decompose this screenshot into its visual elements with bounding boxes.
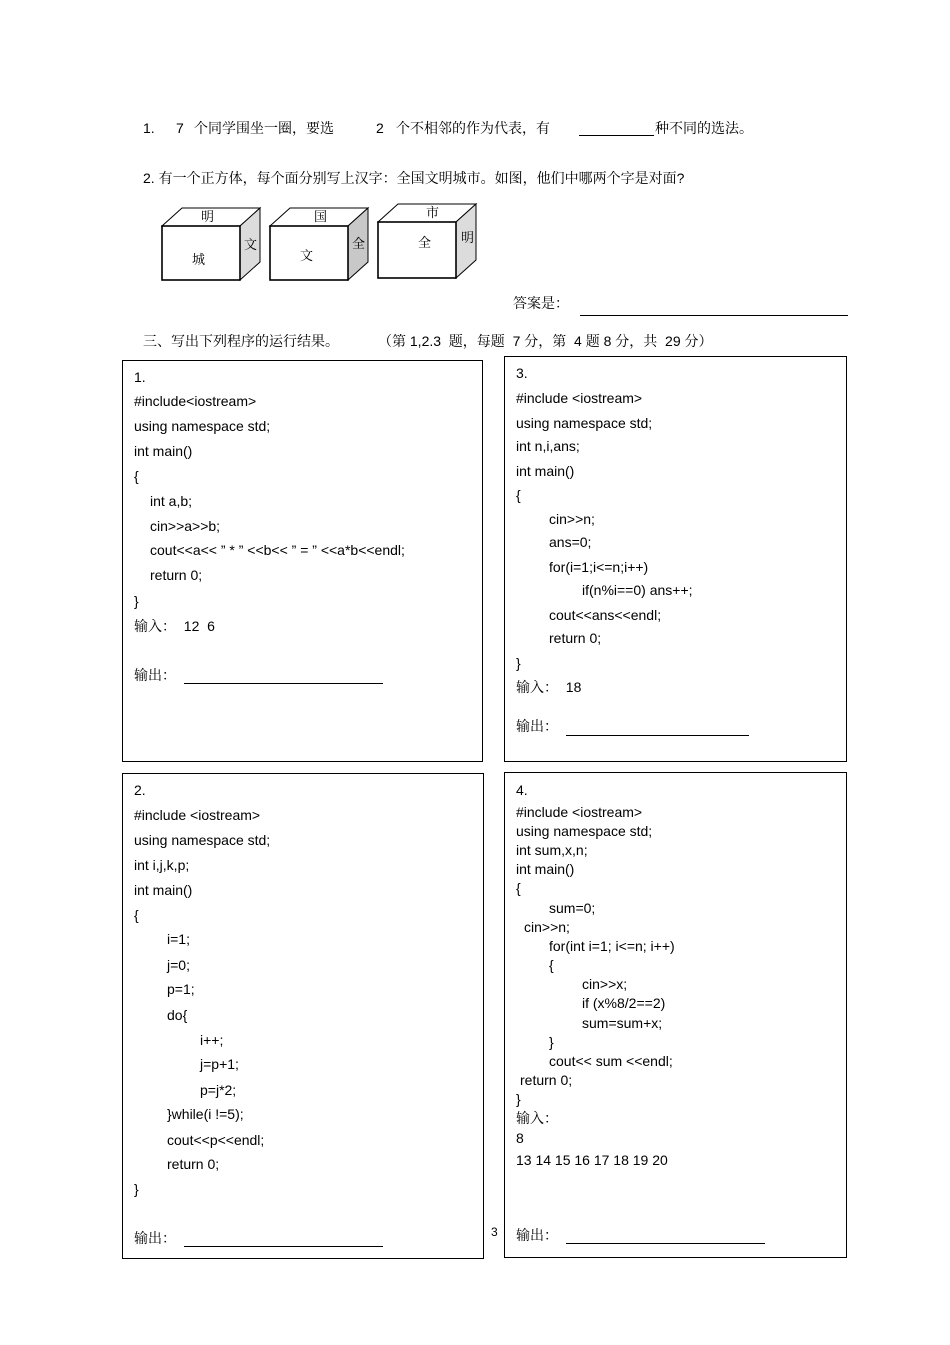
q1-text-d: 个不相邻的作为代表，有 [396, 120, 550, 136]
p3-line: using namespace std; [516, 415, 653, 431]
p4-line: cin>>n; [524, 919, 570, 935]
p4-line: for(int i=1; i<=n; i++) [549, 938, 675, 954]
p4-line: { [549, 957, 554, 973]
p2-line: i=1; [167, 931, 190, 947]
p4-line: sum=sum+x; [582, 1015, 663, 1031]
p4-line: #include <iostream> [516, 804, 643, 820]
cube-3-top-char: 市 [426, 205, 440, 220]
p3-output-label: 输出： [516, 718, 558, 734]
p1-line: 1. [134, 369, 146, 385]
p1-line: using namespace std; [134, 418, 271, 434]
p3-line: } [516, 655, 521, 671]
page-number: 3 [491, 1225, 498, 1239]
p2-line: do{ [167, 1007, 188, 1023]
p4-line: int sum,x,n; [516, 842, 588, 858]
cube-2-side-char: 全 [352, 236, 366, 251]
q1-text-b: 个同学围坐一圈，要选 [194, 120, 334, 136]
cube-2 [266, 202, 376, 284]
p3-line: #include <iostream> [516, 390, 643, 406]
p2-line: } [134, 1181, 139, 1197]
p2-line: 2. [134, 782, 146, 798]
p4-line: cin>>x; [582, 976, 628, 992]
q2-text: 2. 有一个正方体，每个面分别写上汉字：全国文明城市。如图，他们中哪两个字是对面? [143, 170, 685, 186]
p1-output-label: 输出： [134, 667, 176, 683]
cube-3 [374, 200, 484, 282]
p2-line: { [134, 907, 139, 923]
p2-line: int main() [134, 882, 193, 898]
p2-line: j=p+1; [200, 1056, 239, 1072]
q1-answer-blank[interactable] [579, 135, 654, 136]
p2-line: i++; [200, 1032, 224, 1048]
section3-note: （第 1,2.3 题，每题 7 分，第 4 题 8 分，共 29 分） [378, 333, 713, 349]
p1-line: int a,b; [150, 493, 193, 509]
cube-1-side-char: 文 [244, 237, 258, 252]
p1-line: return 0; [150, 567, 203, 583]
q1-number: 1. [143, 120, 155, 136]
p2-line: return 0; [167, 1156, 220, 1172]
cube-1-top-char: 明 [201, 209, 215, 224]
q2-answer-blank[interactable] [580, 315, 848, 316]
q1-text-a: 7 [176, 120, 184, 136]
p2-output-label: 输出： [134, 1230, 176, 1246]
p1-line: int main() [134, 443, 193, 459]
q1-text-e: 种不同的选法。 [655, 120, 753, 136]
p1-line: { [134, 468, 139, 484]
p3-line: 3. [516, 365, 528, 381]
p3-line: for(i=1;i<=n;i++) [549, 559, 649, 575]
p4-line: return 0; [520, 1072, 573, 1088]
cube-1-front-char: 城 [192, 252, 206, 267]
p4-line: } [516, 1091, 521, 1107]
p1-line: } [134, 593, 139, 609]
p3-line: cin>>n; [549, 511, 595, 527]
p1-output-blank[interactable] [184, 683, 383, 684]
p3-line: int main() [516, 463, 575, 479]
p2-line: cout<<p<<endl; [167, 1132, 265, 1148]
p4-line: using namespace std; [516, 823, 653, 839]
p2-line: using namespace std; [134, 832, 271, 848]
q2-answer-label: 答案是： [513, 295, 569, 311]
p2-line: }while(i !=5); [167, 1106, 244, 1122]
p3-line: { [516, 487, 521, 503]
section3-title: 三、写出下列程序的运行结果。 [143, 333, 339, 349]
p4-input-label: 输入： [516, 1110, 558, 1126]
p3-input: 输入： 18 [516, 679, 582, 695]
p4-input-line: 13 14 15 16 17 18 19 20 [516, 1152, 668, 1168]
p3-output-blank[interactable] [566, 735, 749, 736]
p1-input: 输入： 12 6 [134, 618, 215, 634]
p2-line: j=0; [167, 957, 190, 973]
p1-line: #include<iostream> [134, 393, 257, 409]
p3-line: ans=0; [549, 534, 592, 550]
p4-output-blank[interactable] [566, 1243, 765, 1244]
p1-line: cin>>a>>b; [150, 518, 221, 534]
p2-line: p=j*2; [200, 1082, 237, 1098]
cube-1 [158, 202, 268, 284]
p4-line: cout<< sum <<endl; [549, 1053, 673, 1069]
p2-line: p=1; [167, 981, 195, 997]
cube-3-side-char: 明 [461, 230, 475, 245]
p3-line: return 0; [549, 630, 602, 646]
p4-line: 4. [516, 782, 528, 798]
p2-line: int i,j,k,p; [134, 857, 190, 873]
cube-2-top-char: 国 [314, 209, 328, 224]
p4-line: { [516, 880, 521, 896]
p4-output-label: 输出： [516, 1227, 558, 1243]
p4-line: if (x%8/2==2) [582, 995, 666, 1011]
p2-output-blank[interactable] [184, 1246, 383, 1247]
cube-3-front-char: 全 [418, 235, 432, 250]
p3-line: if(n%i==0) ans++; [582, 582, 693, 598]
cube-2-front-char: 文 [300, 248, 314, 263]
p2-line: #include <iostream> [134, 807, 261, 823]
p4-line: } [549, 1034, 554, 1050]
p4-line: sum=0; [549, 900, 596, 916]
p4-input-line: 8 [516, 1130, 524, 1146]
p1-line: cout<<a<< ” * ” <<b<< ” = ” <<a*b<<endl; [150, 542, 405, 558]
p3-line: int n,i,ans; [516, 438, 580, 454]
p3-line: cout<<ans<<endl; [549, 607, 662, 623]
p4-line: int main() [516, 861, 575, 877]
q1-text-c: 2 [376, 120, 384, 136]
